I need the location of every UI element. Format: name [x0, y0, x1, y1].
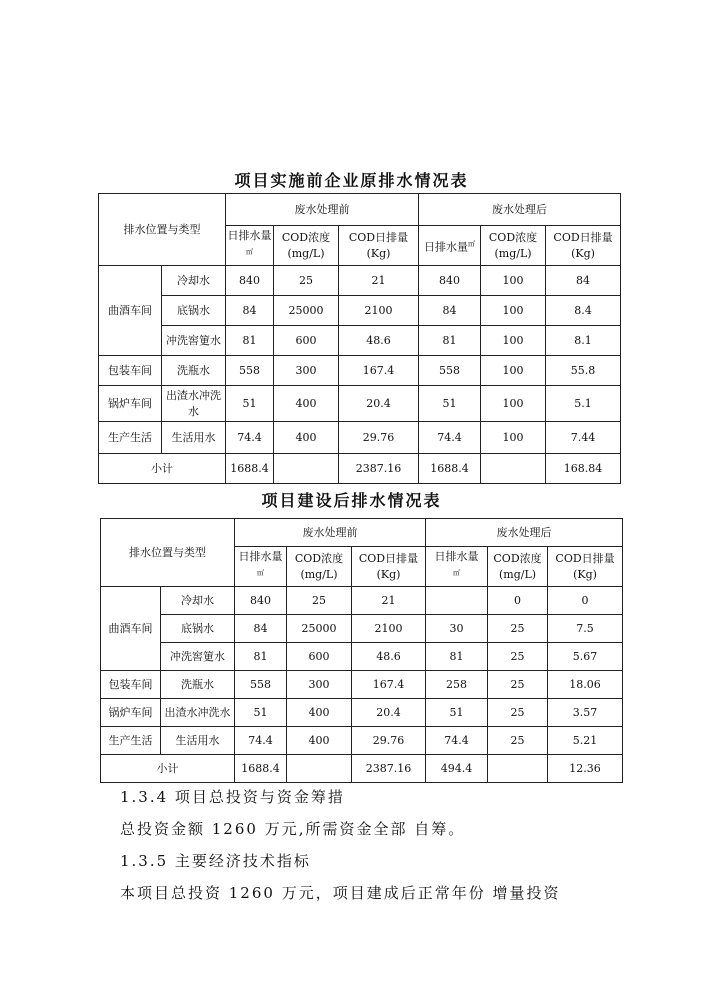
- cell: 258: [426, 671, 488, 699]
- table-row: [101, 699, 623, 727]
- cell: 300: [274, 356, 339, 386]
- cell: 100: [481, 266, 546, 296]
- cell: 51: [419, 386, 481, 422]
- cell: 558: [226, 356, 274, 386]
- cell: 25: [488, 671, 548, 699]
- row-type: 底锅水: [162, 296, 226, 326]
- group-label: 锅炉车间: [99, 386, 162, 422]
- cell: 840: [226, 266, 274, 296]
- cell: 21: [339, 266, 419, 296]
- cell: 7.5: [548, 615, 623, 643]
- cell: 55.8: [546, 356, 621, 386]
- cell: 0: [548, 587, 623, 615]
- cell: 167.4: [339, 356, 419, 386]
- total-label: 小计: [101, 755, 235, 783]
- cell: 25: [287, 587, 352, 615]
- row-type: 洗瓶水: [162, 356, 226, 386]
- group-label: 包装车间: [99, 356, 162, 386]
- cell: 12.36: [548, 755, 623, 783]
- group-label: 曲酒车间: [99, 266, 162, 356]
- cell: 81: [419, 326, 481, 356]
- cell: 840: [419, 266, 481, 296]
- cell: 84: [419, 296, 481, 326]
- table2: [100, 518, 623, 783]
- cell: 100: [481, 422, 546, 454]
- cell: 1688.4: [226, 454, 274, 484]
- cell: [488, 755, 548, 783]
- cell: 84: [546, 266, 621, 296]
- cell: 5.21: [548, 727, 623, 755]
- total-row: [101, 755, 623, 783]
- header-after: 废水处理后: [419, 194, 621, 226]
- row-type: 冷却水: [162, 266, 226, 296]
- total-row: [99, 454, 621, 484]
- header-daily-vol: 日排水量㎡: [419, 226, 481, 266]
- table-row: [99, 422, 621, 454]
- cell: [481, 454, 546, 484]
- cell: 5.1: [546, 386, 621, 422]
- cell: 167.4: [352, 671, 426, 699]
- row-type: 底锅水: [161, 615, 235, 643]
- cell: 494.4: [426, 755, 488, 783]
- row-type: 冷却水: [161, 587, 235, 615]
- cell: 558: [235, 671, 287, 699]
- row-type: 生活用水: [162, 422, 226, 454]
- cell: [287, 755, 352, 783]
- cell: 51: [235, 699, 287, 727]
- cell: 100: [481, 386, 546, 422]
- total-label: 小计: [99, 454, 226, 484]
- cell: 51: [426, 699, 488, 727]
- cell: 400: [274, 422, 339, 454]
- cell: 1688.4: [419, 454, 481, 484]
- paragraph-indicators: 本项目总投资 1260 万元，项目建成后正常年份 增量投资: [120, 884, 561, 902]
- cell: 18.06: [548, 671, 623, 699]
- cell: 81: [426, 643, 488, 671]
- group-label: 锅炉车间: [101, 699, 161, 727]
- header-cod-daily: COD日排量 (Kg): [339, 226, 419, 266]
- cell: 81: [235, 643, 287, 671]
- row-type: 生活用水: [161, 727, 235, 755]
- cell: 29.76: [352, 727, 426, 755]
- header-daily-vol: 日排水量 ㎡: [426, 547, 488, 587]
- cell: 48.6: [352, 643, 426, 671]
- header-cod-conc: COD浓度 (mg/L): [488, 547, 548, 587]
- row-type: 冲洗窖筻水: [162, 326, 226, 356]
- table-row: [101, 615, 623, 643]
- table-row: [99, 386, 621, 422]
- table-row: [99, 356, 621, 386]
- cell: 100: [481, 356, 546, 386]
- cell: 51: [226, 386, 274, 422]
- cell: 25: [488, 615, 548, 643]
- table-row: [99, 326, 621, 356]
- header-cod-daily: COD日排量 (Kg): [548, 547, 623, 587]
- cell: 74.4: [419, 422, 481, 454]
- table-row: [101, 727, 623, 755]
- header-daily-vol: 日排水量㎡: [226, 226, 274, 266]
- cell: 1688.4: [235, 755, 287, 783]
- cell: 25: [488, 699, 548, 727]
- row-type: 冲洗窖筻水: [161, 643, 235, 671]
- header-before: 废水处理前: [235, 519, 426, 547]
- cell: 29.76: [339, 422, 419, 454]
- cell: 2100: [352, 615, 426, 643]
- cell: 2387.16: [352, 755, 426, 783]
- header-cod-daily: COD日排量 (Kg): [546, 226, 621, 266]
- header-location: 排水位置与类型: [99, 194, 226, 266]
- table1: [98, 193, 621, 484]
- cell: 84: [226, 296, 274, 326]
- header-daily-vol: 日排水量 ㎡: [235, 547, 287, 587]
- cell: [426, 587, 488, 615]
- cell: 25000: [274, 296, 339, 326]
- cell: 7.44: [546, 422, 621, 454]
- group-label: 生产生活: [99, 422, 162, 454]
- section-heading-indicators: 1.3.5 主要经济技术指标: [120, 852, 311, 870]
- header-location: 排水位置与类型: [101, 519, 235, 587]
- table-row: [101, 587, 623, 615]
- cell: 100: [481, 296, 546, 326]
- cell: 400: [287, 727, 352, 755]
- cell: 400: [274, 386, 339, 422]
- cell: 20.4: [339, 386, 419, 422]
- cell: 74.4: [426, 727, 488, 755]
- cell: 2387.16: [339, 454, 419, 484]
- header-cod-daily: COD日排量 (Kg): [352, 547, 426, 587]
- cell: 2100: [339, 296, 419, 326]
- cell: 600: [287, 643, 352, 671]
- cell: 25000: [287, 615, 352, 643]
- cell: [274, 454, 339, 484]
- table-row: [101, 671, 623, 699]
- table-row: [101, 643, 623, 671]
- group-label: 包装车间: [101, 671, 161, 699]
- cell: 558: [419, 356, 481, 386]
- header-cod-conc: COD浓度 (mg/L): [287, 547, 352, 587]
- table2-title: 项目建设后排水情况表: [261, 491, 442, 510]
- cell: 20.4: [352, 699, 426, 727]
- cell: 48.6: [339, 326, 419, 356]
- cell: 168.84: [546, 454, 621, 484]
- cell: 100: [481, 326, 546, 356]
- cell: 25: [274, 266, 339, 296]
- cell: 84: [235, 615, 287, 643]
- cell: 25: [488, 727, 548, 755]
- section-heading-investment: 1.3.4 项目总投资与资金筹措: [120, 788, 345, 806]
- table-row: [99, 266, 621, 296]
- row-type: 出渣水冲洗水: [162, 386, 226, 422]
- cell: 74.4: [235, 727, 287, 755]
- header-cod-conc: COD浓度 (mg/L): [274, 226, 339, 266]
- row-type: 出渣水冲洗水: [161, 699, 235, 727]
- row-type: 洗瓶水: [161, 671, 235, 699]
- cell: 3.57: [548, 699, 623, 727]
- cell: 8.4: [546, 296, 621, 326]
- paragraph-investment: 总投资金额 1260 万元,所需资金全部 自筹。: [120, 820, 466, 838]
- cell: 400: [287, 699, 352, 727]
- group-label: 曲酒车间: [101, 587, 161, 671]
- cell: 25: [488, 643, 548, 671]
- cell: 5.67: [548, 643, 623, 671]
- header-after: 废水处理后: [426, 519, 623, 547]
- group-label: 生产生活: [101, 727, 161, 755]
- header-before: 废水处理前: [226, 194, 419, 226]
- cell: 74.4: [226, 422, 274, 454]
- cell: 21: [352, 587, 426, 615]
- cell: 600: [274, 326, 339, 356]
- cell: 840: [235, 587, 287, 615]
- table-row: [99, 296, 621, 326]
- cell: 8.1: [546, 326, 621, 356]
- cell: 0: [488, 587, 548, 615]
- header-cod-conc: COD浓度 (mg/L): [481, 226, 546, 266]
- cell: 30: [426, 615, 488, 643]
- table1-title: 项目实施前企业原排水情况表: [234, 171, 469, 190]
- cell: 81: [226, 326, 274, 356]
- cell: 300: [287, 671, 352, 699]
